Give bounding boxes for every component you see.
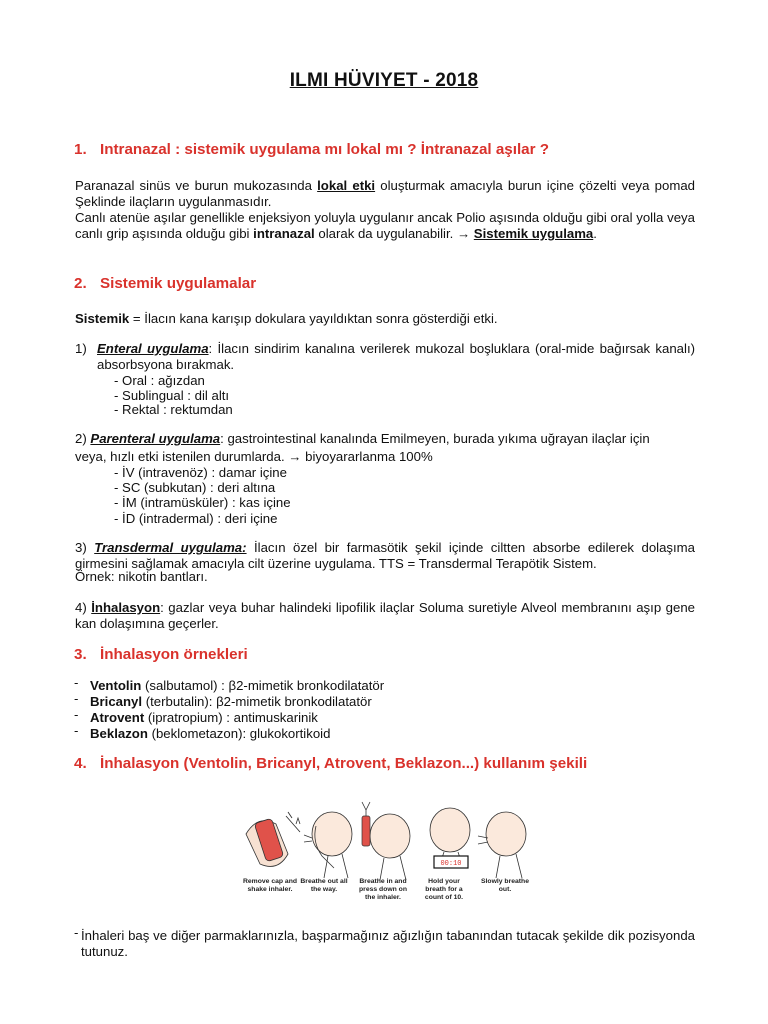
drug-description: (beklometazon): glukokortikoid — [147, 726, 331, 741]
section-3-number: 3. — [74, 646, 87, 663]
text: . — [593, 226, 597, 241]
drug-name: Beklazon — [90, 726, 148, 741]
document-title: ILMI HÜVIYET - 2018 — [289, 70, 479, 91]
drug-description: (ipratropium) : antimuskarinik — [144, 710, 318, 725]
section-1-number: 1. — [74, 141, 87, 158]
section-1-paragraph-2 — [75, 210, 695, 242]
item-3-text — [75, 540, 695, 572]
drug-description: (salbutamol) : β2-mimetik bronkodilatatör — [141, 678, 385, 693]
item-1-text — [97, 341, 695, 373]
item-3-title: Transdermal uygulama: — [94, 540, 247, 555]
step-5-slowly-breathe-out-figure — [478, 812, 526, 878]
item-2-list-iv: - İV (intravenöz) : damar içine — [114, 465, 287, 480]
item-1-title: Enteral uygulama — [97, 341, 209, 356]
caption-step-1: Remove cap and shake inhaler. — [242, 878, 298, 893]
timer-readout: 00:10 — [440, 860, 462, 868]
sistemik-definition — [75, 311, 498, 327]
list-item-bricanyl — [90, 694, 372, 710]
item-2-description: : gastrointestinal kanalında Emilmeyen, burada yıkıma uğrayan ilaçlar için — [220, 431, 650, 446]
section-1-title: Intranazal : sistemik uygulama mı lokal mı ? İntranazal aşılar ? — [100, 141, 550, 158]
item-2-list-im: - İM (intramüsküler) : kas içine — [114, 495, 291, 510]
item-2-line-2: veya, hızlı etki istenilen durumlarda. → biyoyararlanma 100% — [75, 449, 433, 464]
emphasis-sistemik-uygulama: Sistemik uygulama — [473, 226, 594, 241]
item-2-line-1 — [75, 431, 650, 447]
inhaler-instruction-bullet: İnhaleri baş ve diğer parmaklarınızla, başparmağınız ağızlığın tabanından tutacak şekilde dik pozisyonda tutunuz. — [81, 928, 695, 959]
item-1-description: : İlacın sindirim kanalına verilerek mukozal boşluklara (oral-mide bağırsak kanalı) absorbsyona bırakmak. — [97, 341, 696, 372]
section-2-title: Sistemik uygulamalar — [100, 275, 257, 292]
step-2-breathe-out-figure — [304, 812, 352, 878]
step-4-hold-breath-figure — [430, 808, 470, 868]
list-item-beklazon — [90, 726, 330, 742]
item-3-number: 3) — [75, 540, 87, 555]
list-item-ventolin — [90, 678, 384, 694]
dash-marker: - — [74, 691, 79, 706]
dash-marker: - — [74, 707, 79, 722]
caption-step-4: Hold your breath for a count of 10. — [424, 878, 464, 901]
drug-description: (terbutalin): β2-mimetik bronkodilatatör — [142, 694, 372, 709]
step-3-breathe-in-figure — [362, 802, 410, 880]
caption-step-3: Breathe in and press down on the inhaler. — [359, 878, 407, 901]
caption-step-2: Breathe out all the way. — [300, 878, 348, 893]
section-3-title: İnhalasyon örnekleri — [100, 646, 248, 663]
definition-text: = İlacın kana karışıp dokulara yayıldıktan sonra gösterdiği etki. — [129, 311, 498, 326]
section-4-number: 4. — [74, 755, 87, 772]
text: Paranazal sinüs ve burun mukozasında — [75, 178, 318, 193]
section-4-title: İnhalasyon (Ventolin, Bricanyl, Atrovent, Beklazon...) kullanım şekili — [100, 755, 588, 772]
item-2-list-id: - İD (intradermal) : deri içine — [114, 511, 278, 526]
item-4-number: 4) — [75, 600, 87, 615]
emphasis-intranazal: intranazal — [253, 226, 315, 241]
item-4-text — [75, 600, 695, 632]
section-3-heading — [74, 646, 248, 663]
dash-marker: - — [74, 925, 79, 940]
text: oluşturmak amacıyla burun içine çözelti veya pomad Şeklinde ilaçların uygulanmasıdır. — [75, 178, 695, 209]
definition-term: Sistemik — [75, 311, 130, 326]
item-2-list-sc: - SC (subkutan) : deri altına — [114, 480, 276, 495]
item-1-list-rektal: - Rektal : rektumdan — [114, 402, 233, 417]
section-2-heading — [74, 275, 256, 292]
list-item-atrovent — [90, 710, 318, 726]
section-2-number: 2. — [74, 275, 87, 292]
item-3-example: Örnek: nikotin bantları. — [75, 569, 208, 584]
item-1-list-oral: - Oral : ağızdan — [114, 373, 205, 388]
step-1-shake-inhaler-figure — [246, 812, 300, 866]
drug-name: Atrovent — [90, 710, 145, 725]
drug-name: Bricanyl — [90, 694, 143, 709]
emphasis-lokal-etki: lokal etki — [317, 178, 376, 193]
item-2-number: 2) — [75, 431, 87, 446]
dash-marker: - — [74, 675, 79, 690]
item-2-title: Parenteral uygulama — [90, 431, 221, 446]
text: olarak da uygulanabilir. → — [314, 226, 474, 241]
item-4-title: İnhalasyon — [91, 600, 161, 615]
drug-name: Ventolin — [90, 678, 142, 693]
text: Canlı atenüe aşılar genellikle enjeksiyon yoluyla uygulanır ancak Polio aşısında olduğu gibi oral yolla veya canlı grip aşısında olduğu gibi — [75, 210, 695, 241]
dash-marker: - — [74, 723, 79, 738]
section-1-paragraph-1 — [75, 178, 695, 210]
section-4-heading — [74, 755, 587, 772]
item-1-number: 1) — [75, 341, 87, 356]
item-1-list-sublingual: - Sublingual : dil altı — [114, 388, 230, 403]
caption-step-5: Slowly breathe out. — [481, 878, 529, 893]
item-3-description: İlacın özel bir farmasötik şekil içinde ciltten absorbe edilerek dolaşıma girmesini sağlamak amacıyla cilt üzerine uygulama. TTS = Transdermal Terapötik Sistem. — [75, 540, 695, 571]
section-1-heading — [74, 141, 549, 158]
item-4-description: : gazlar veya buhar halindeki lipofilik ilaçlar Soluma suretiyle Alveol membranını aşıp gene kan dolaşımına geçerler. — [75, 600, 695, 631]
